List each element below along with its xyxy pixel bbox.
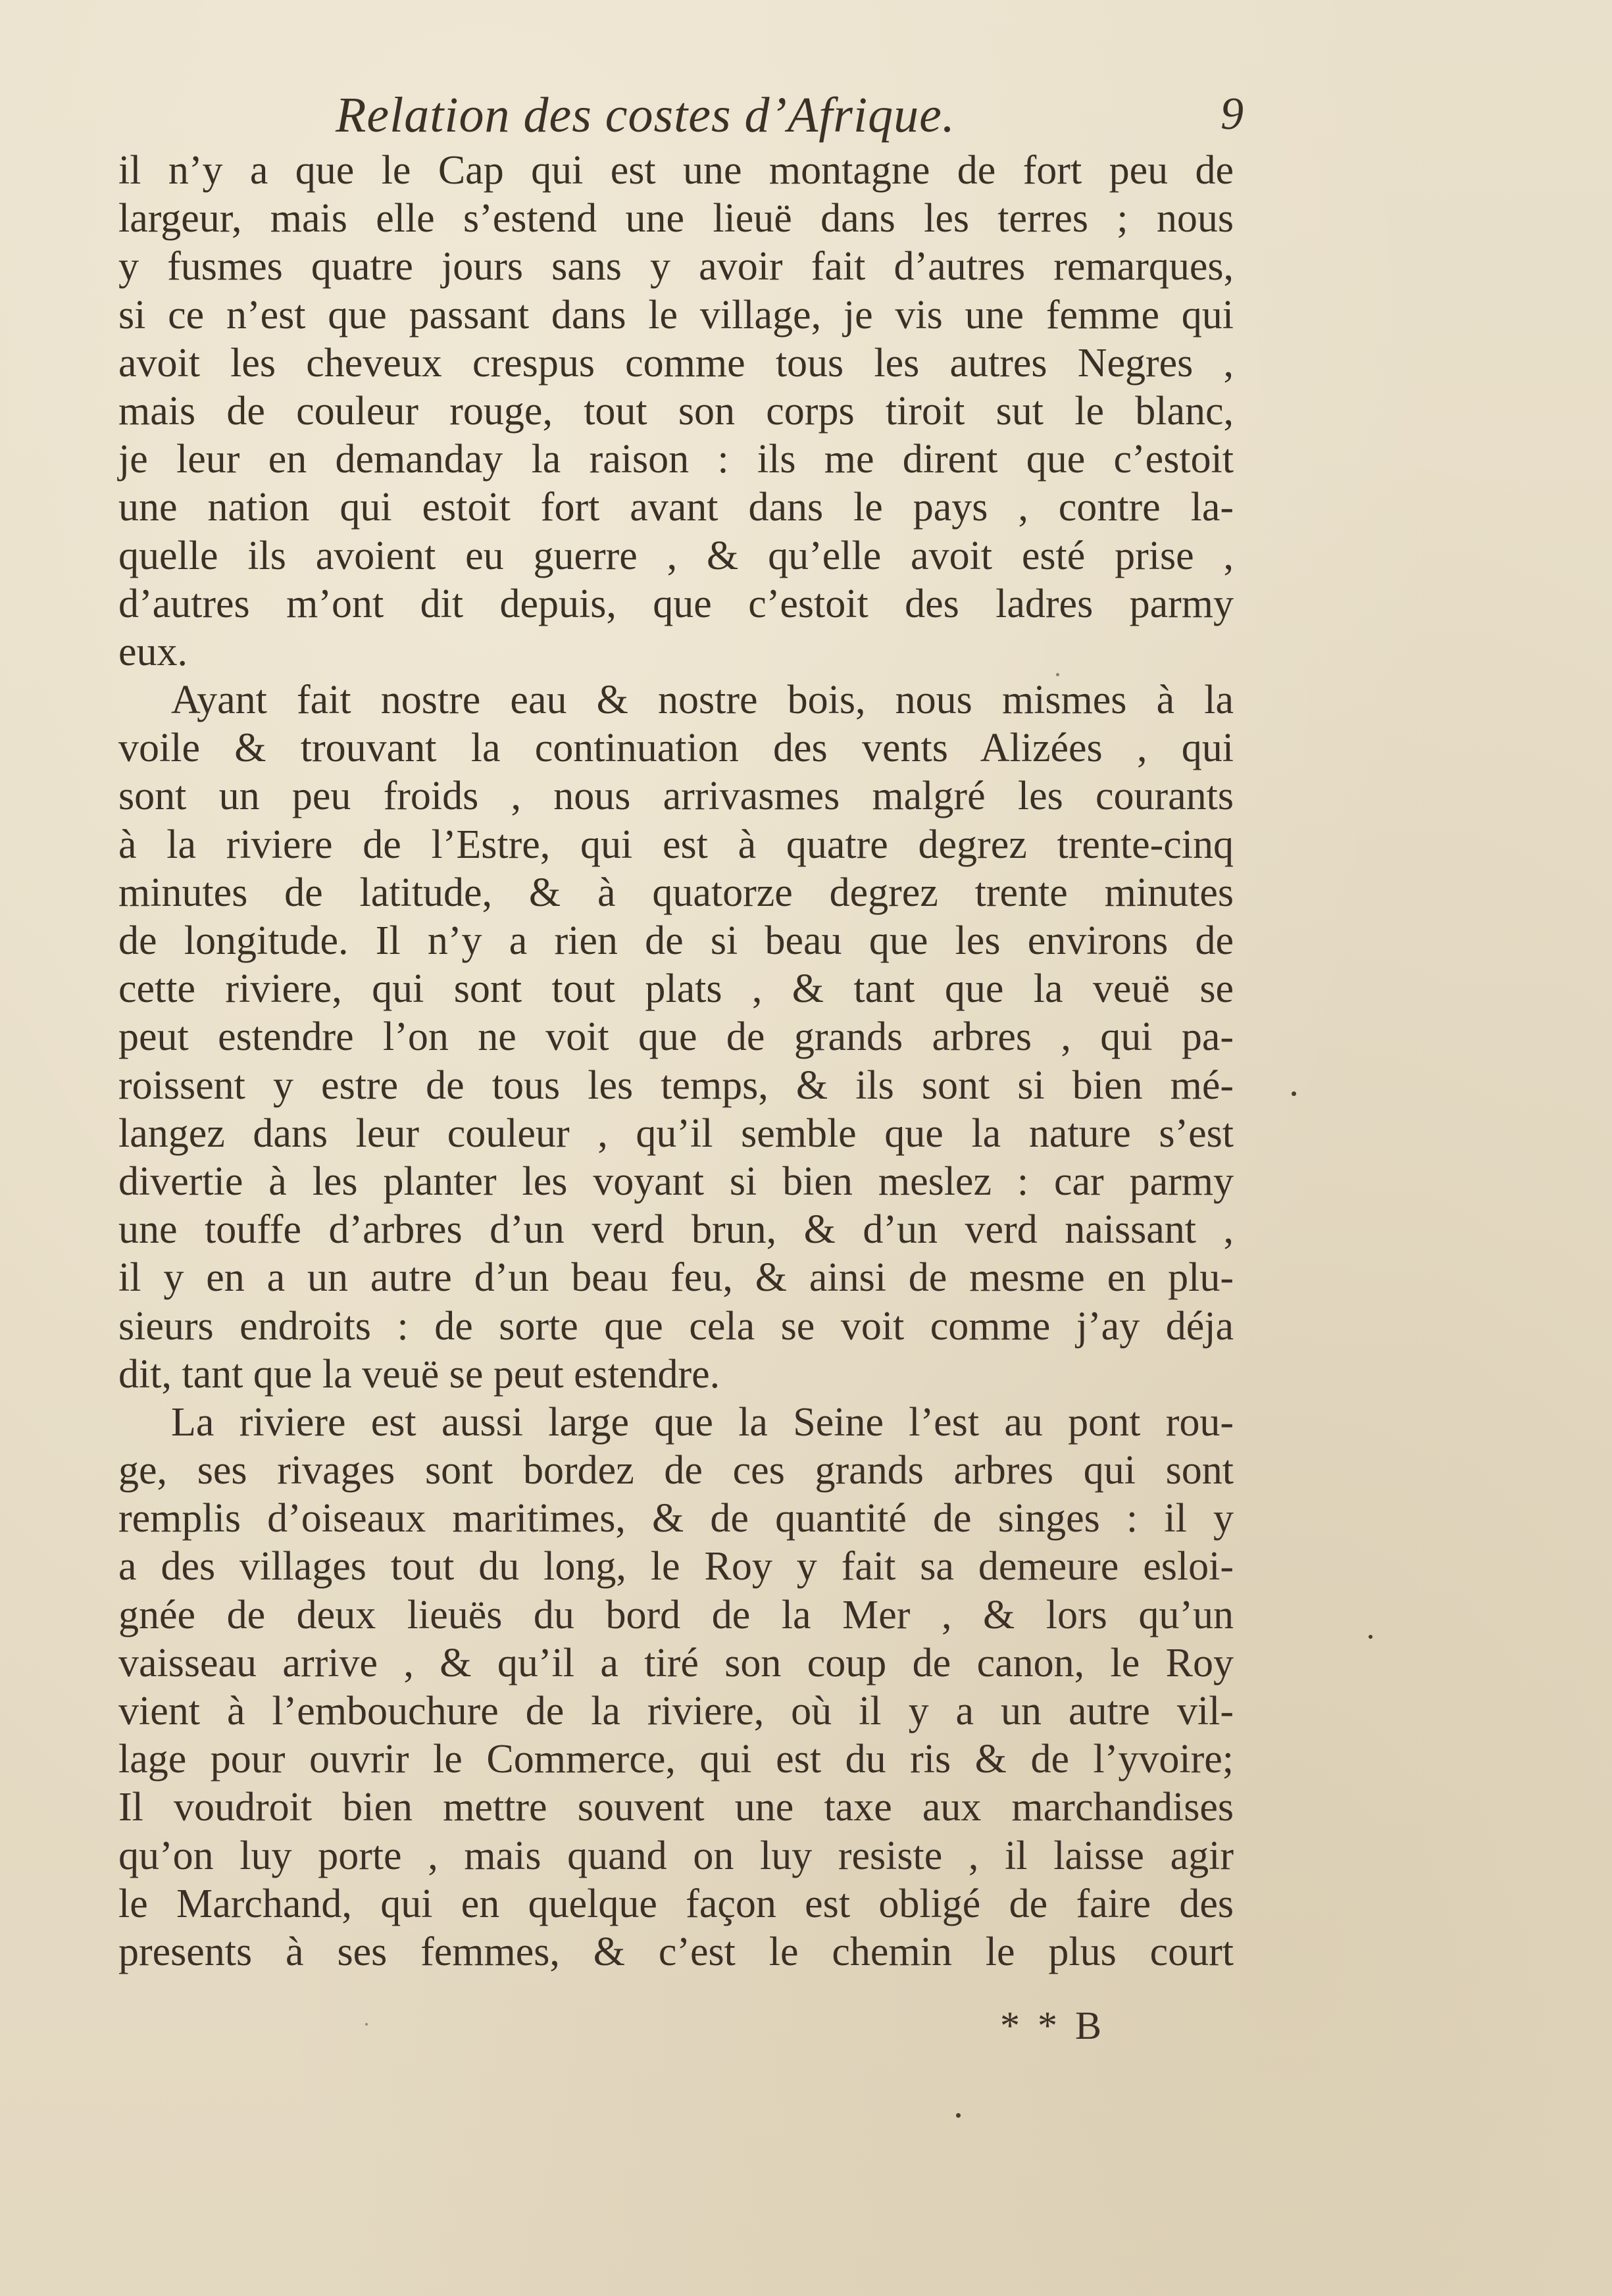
text-line: dit, tant que la veuë se peut estendre.	[118, 1351, 720, 1397]
text-line: roissent y estre de tous les temps, & ils sont si bien mé-	[118, 1062, 1234, 1108]
text-line: sont un peu froids , nous arrivasmes malgré les courants	[118, 774, 1234, 819]
text-line: il n’y a que le Cap qui est une montagne de fort peu de	[118, 148, 1234, 193]
text-line: lage pour ouvrir le Commerce, qui est du ris & de l’yvoire;	[118, 1737, 1234, 1782]
running-title: Relation des costes d’Afrique.	[336, 87, 955, 143]
text-line: d’autres m’ont dit depuis, que c’estoit des ladres parmy	[118, 581, 1234, 626]
text-line: eux.	[118, 629, 188, 674]
text-line: si ce n’est que passant dans le village, je vis une femme qui	[118, 292, 1234, 337]
text-line: y fusmes quatre jours sans y avoir fait d’autres remarques,	[118, 244, 1234, 289]
text-line: mais de couleur rouge, tout son corps tiroit sut le blanc,	[118, 388, 1234, 434]
text-line: voile & trouvant la continuation des vents Alizées , qui	[118, 726, 1234, 771]
text-line: avoit les cheveux crespus comme tous les autres Negres ,	[118, 340, 1234, 386]
body-text	[118, 147, 1234, 1976]
text-line: minutes de latitude, & à quatorze degrez trente minutes	[118, 870, 1234, 915]
text-line: une touffe d’arbres d’un verd brun, & d’un verd naissant ,	[118, 1207, 1234, 1253]
text-line: a des villages tout du long, le Roy y fait sa demeure esloi-	[118, 1544, 1234, 1589]
text-line: de longitude. Il n’y a rien de si beau que les environs de	[118, 918, 1234, 963]
running-head	[336, 79, 1244, 151]
text-line: vaisseau arrive , & qu’il a tiré son coup de canon, le Roy	[118, 1640, 1234, 1685]
text-line: vient à l’embouchure de la riviere, où il y a un autre vil-	[118, 1689, 1234, 1734]
text-line: largeur, mais elle s’estend une lieuë dans les terres ; nous	[118, 196, 1234, 241]
text-line: langez dans leur couleur , qu’il semble que la nature s’est	[118, 1111, 1234, 1156]
paper-speck	[1292, 1091, 1296, 1096]
text-line: une nation qui estoit fort avant dans le pays , contre la-	[118, 485, 1234, 530]
text-line: La riviere est aussi large que la Seine l’est au pont rou-	[171, 1399, 1234, 1445]
text-line: cette riviere, qui sont tout plats , & tant que la veuë se	[118, 966, 1234, 1012]
paper-speck	[365, 2023, 368, 2026]
text-line: qu’on luy porte , mais quand on luy resiste , il laisse agir	[118, 1833, 1234, 1878]
text-line: sieurs endroits : de sorte que cela se voit comme j’ay déja	[118, 1303, 1234, 1349]
paper-speck	[1369, 1635, 1373, 1639]
text-line: il y en a un autre d’un beau feu, & ainsi de mesme en plu-	[118, 1255, 1234, 1301]
text-line: divertie à les planter les voyant si bien meslez : car parmy	[118, 1159, 1234, 1204]
text-line: je leur en demanday la raison : ils me dirent que c’estoit	[118, 437, 1234, 482]
signature-mark: * * B	[1000, 2004, 1106, 2047]
text-line: le Marchand, qui en quelque façon est obligé de faire des	[118, 1881, 1234, 1926]
text-line: Ayant fait nostre eau & nostre bois, nous mismes à la	[171, 678, 1234, 723]
text-line: quelle ils avoient eu guerre , & qu’elle avoit esté prise ,	[118, 533, 1234, 578]
page-number: 9	[1221, 89, 1244, 139]
text-line: peut estendre l’on ne voit que de grands arbres , qui pa-	[118, 1014, 1234, 1060]
text-line: gnée de deux lieuës du bord de la Mer , & lors qu’un	[118, 1592, 1234, 1637]
text-line: ge, ses rivages sont bordez de ces grands arbres qui sont	[118, 1448, 1234, 1493]
text-line: remplis d’oiseaux maritimes, & de quantité de singes : il y	[118, 1496, 1234, 1541]
text-line: à la riviere de l’Estre, qui est à quatre degrez trente-cinq	[118, 822, 1234, 867]
text-line: Il voudroit bien mettre souvent une taxe aux marchandises	[118, 1785, 1234, 1830]
paper-speck	[1056, 673, 1059, 676]
text-line: presents à ses femmes, & c’est le chemin le plus court	[118, 1929, 1234, 1974]
paper-speck	[956, 2113, 961, 2118]
